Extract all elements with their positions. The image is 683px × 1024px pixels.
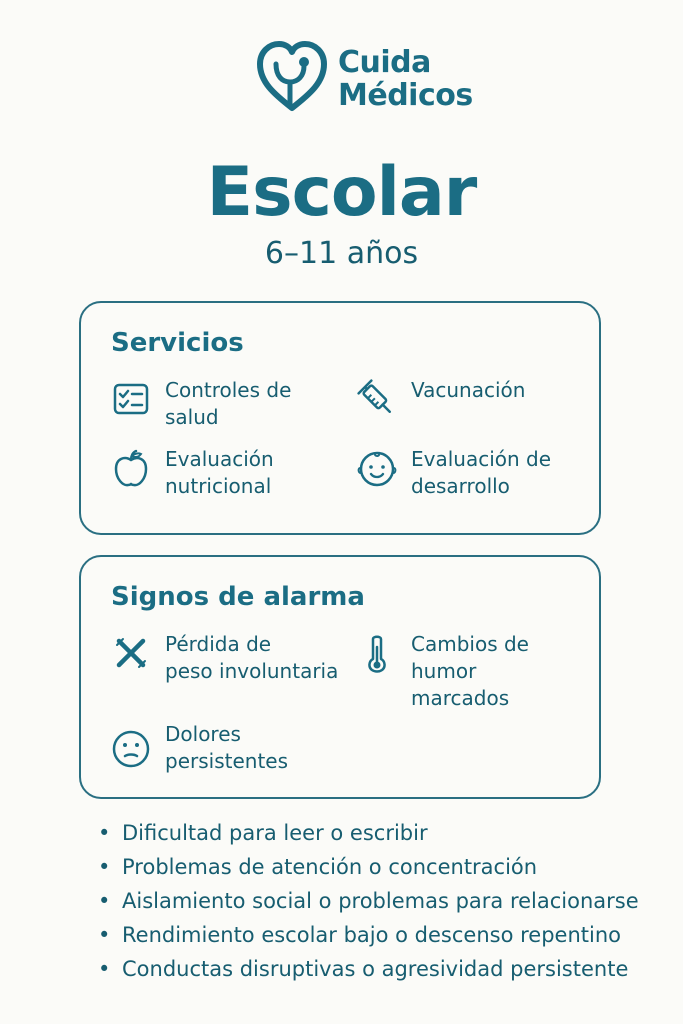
service-label: Evaluación nutricional xyxy=(165,447,274,498)
warning-bullet-list xyxy=(96,818,666,988)
services-card xyxy=(79,301,601,535)
service-item-health-checks xyxy=(111,377,341,447)
alarm-item-persistent-pain xyxy=(111,721,351,791)
list-item: • Conductas disruptivas o agresividad persistente xyxy=(96,954,666,984)
cross-icon xyxy=(111,633,151,673)
brand-name xyxy=(338,46,473,112)
alarm-item-weight-loss xyxy=(111,631,351,701)
service-label: Controles de salud xyxy=(165,378,292,429)
brand-line-2: Médicos xyxy=(338,78,473,113)
alarm-signs-heading: Signos de alarma xyxy=(111,582,365,612)
heart-stethoscope-icon xyxy=(254,38,330,116)
alarm-signs-card xyxy=(79,555,601,799)
list-item: • Dificultad para leer o escribir xyxy=(96,818,666,848)
alarm-label: Cambios de humor marcados xyxy=(411,632,529,710)
services-heading: Servicios xyxy=(111,328,244,358)
alarm-label: Pérdida de peso involuntaria xyxy=(165,632,339,683)
thermometer-icon xyxy=(357,633,397,673)
apple-icon xyxy=(111,448,151,488)
service-label: Evaluación de desarrollo xyxy=(411,447,552,498)
brand-line-1: Cuida xyxy=(338,45,431,80)
list-item: • Aislamiento social o problemas para relacionarse xyxy=(96,886,666,916)
checklist-icon xyxy=(111,379,151,419)
list-item: • Rendimiento escolar bajo o descenso repentino xyxy=(96,920,666,950)
baby-face-icon xyxy=(357,448,397,488)
list-item: • Problemas de atención o concentración xyxy=(96,852,666,882)
age-range: 6–11 años xyxy=(264,236,419,271)
page-title: Escolar xyxy=(206,153,477,232)
alarm-item-mood-changes xyxy=(357,631,587,721)
service-item-nutrition xyxy=(111,446,341,516)
syringe-icon xyxy=(357,379,397,419)
service-item-development xyxy=(357,446,587,516)
alarm-label: Dolores persistentes xyxy=(165,722,289,773)
service-item-vaccination xyxy=(357,377,587,447)
brand-logo xyxy=(254,38,494,118)
neutral-face-icon xyxy=(111,729,151,769)
service-label: Vacunación xyxy=(411,378,526,402)
